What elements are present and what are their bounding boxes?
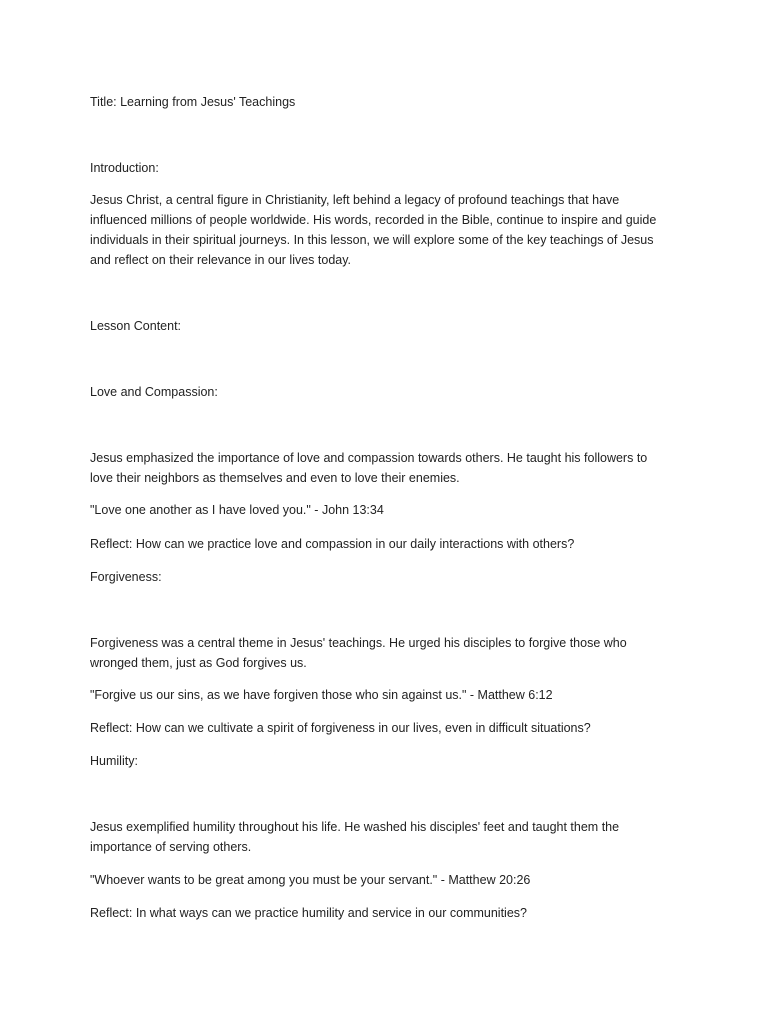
section-paragraph: Jesus exemplified humility throughout his life. He washed his disciples' feet and taught them the importance of serving others. bbox=[90, 820, 620, 854]
section-heading: Forgiveness: bbox=[90, 570, 162, 584]
section-paragraph: Jesus emphasized the importance of love and compassion towards others. He taught his followers to love their neighbors as themselves and even to love their enemies. bbox=[90, 451, 648, 485]
introduction-heading: Introduction: bbox=[90, 161, 159, 175]
section-quote: "Love one another as I have loved you." - John 13:34 bbox=[90, 503, 384, 517]
section-quote: "Forgive us our sins, as we have forgiven those who sin against us." - Matthew 6:12 bbox=[90, 688, 553, 702]
section-reflect: Reflect: How can we practice love and compassion in our daily interactions with others? bbox=[90, 537, 575, 551]
document-title: Title: Learning from Jesus' Teachings bbox=[90, 95, 296, 109]
lesson-content-heading: Lesson Content: bbox=[90, 319, 182, 333]
section-quote: "Whoever wants to be great among you must be your servant." - Matthew 20:26 bbox=[90, 873, 531, 887]
section-reflect: Reflect: How can we cultivate a spirit of forgiveness in our lives, even in difficult situations? bbox=[90, 721, 591, 735]
section-heading: Humility: bbox=[90, 754, 138, 768]
introduction-paragraph: Jesus Christ, a central figure in Christianity, left behind a legacy of profound teachings that have influenced millions of people worldwide. His words, recorded in the Bible, continue to inspire and guide individuals in their spiritual journeys. In this lesson, we will explore some of the key teachings of Jesus and reflect on their relevance in our lives today. bbox=[90, 193, 657, 267]
section-paragraph: Forgiveness was a central theme in Jesus' teachings. He urged his disciples to forgive those who wronged them, just as God forgives us. bbox=[90, 636, 627, 670]
section-heading: Love and Compassion: bbox=[90, 385, 218, 399]
section-reflect: Reflect: In what ways can we practice humility and service in our communities? bbox=[90, 906, 527, 920]
